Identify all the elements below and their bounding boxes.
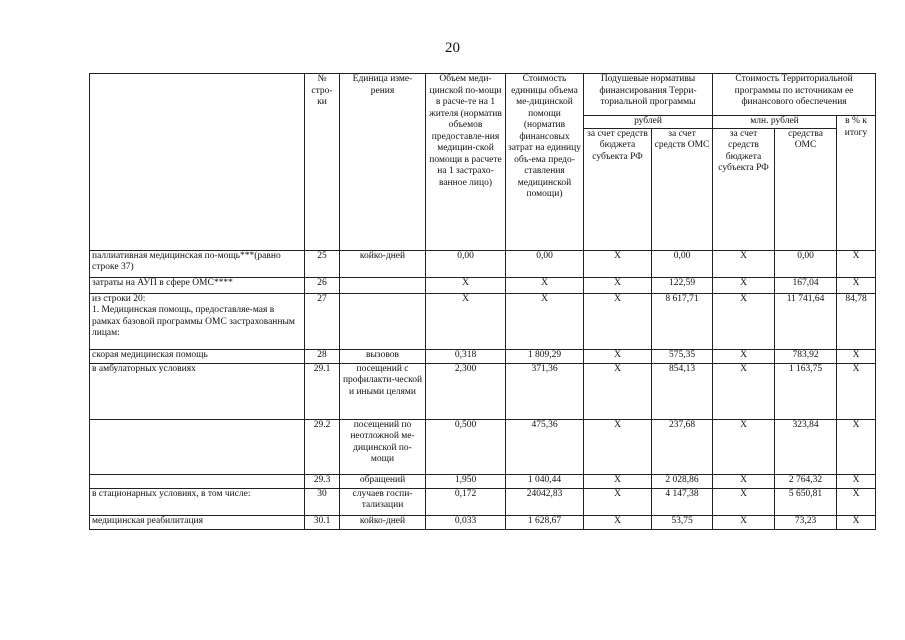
row-unit: посещений по неотложной ме-дицинской по-мощи	[340, 419, 426, 474]
row-pc-budget: X	[584, 515, 652, 529]
row-unit-cost: X	[506, 277, 584, 293]
row-percent: 84,78	[837, 293, 876, 349]
table-row	[90, 349, 876, 363]
row-unit: обращений	[340, 474, 426, 488]
row-pc-oms: 2 028,86	[652, 474, 713, 488]
row-cost-budget: X	[713, 363, 775, 419]
page-number: 20	[445, 40, 460, 56]
row-unit: вызовов	[340, 349, 426, 363]
row-unit-cost: 475,36	[506, 419, 584, 474]
row-pc-budget: X	[584, 419, 652, 474]
row-cost-oms: 783,92	[775, 349, 837, 363]
table-row	[90, 419, 876, 474]
header-program-cost: Стоимость Территориальной программы по источникам ее финансового обеспечения	[713, 74, 876, 116]
row-name	[90, 419, 305, 474]
row-pc-oms: 122,59	[652, 277, 713, 293]
row-unit-cost: 1 040,44	[506, 474, 584, 488]
row-cost-budget: X	[713, 349, 775, 363]
row-number: 25	[305, 250, 340, 277]
row-unit: койко-дней	[340, 250, 426, 277]
row-number: 27	[305, 293, 340, 349]
header-oms: за счет средств ОМС	[652, 128, 713, 250]
row-cost-budget: X	[713, 277, 775, 293]
row-pc-budget: X	[584, 488, 652, 515]
row-name: затраты на АУП в сфере ОМС****	[90, 277, 305, 293]
row-number: 29.1	[305, 363, 340, 419]
row-volume: 0,00	[426, 250, 506, 277]
financing-table	[89, 73, 876, 530]
header-budget-rf: за счет средств бюджета субъекта РФ	[584, 128, 652, 250]
row-pc-oms: 53,75	[652, 515, 713, 529]
header-volume: Объем меди-цинской по-мощи в расче-те на 1 жителя (норматив объемов предоставле-ния медицин-ской помощи в расчете на 1 застрахо-ванное лицо)	[426, 74, 506, 251]
row-pc-oms: 575,35	[652, 349, 713, 363]
row-pc-budget: X	[584, 293, 652, 349]
header-percent-total: в % к итогу	[837, 116, 876, 251]
header-row-number: № стро-ки	[305, 74, 340, 251]
row-name: из строки 20: 1. Медицинская помощь, предоставляе-мая в рамках базовой программы ОМС застрахованным лицам:	[90, 293, 305, 349]
row-pc-oms: 4 147,38	[652, 488, 713, 515]
row-unit-cost: 1 809,29	[506, 349, 584, 363]
row-number: 28	[305, 349, 340, 363]
row-unit	[340, 293, 426, 349]
row-unit	[340, 277, 426, 293]
row-cost-oms: 5 650,81	[775, 488, 837, 515]
row-pc-oms: 237,68	[652, 419, 713, 474]
row-cost-budget: X	[713, 488, 775, 515]
row-volume: X	[426, 277, 506, 293]
row-unit: посещений с профилакти-ческой и иными целями	[340, 363, 426, 419]
row-number: 30	[305, 488, 340, 515]
row-cost-oms: 2 764,32	[775, 474, 837, 488]
table-row	[90, 474, 876, 488]
row-cost-oms: 1 163,75	[775, 363, 837, 419]
header-unit-cost: Стоимость единицы объема ме-дицинской помощи (норматив финансовых затрат на единицу объ-ема предо-ставления медицинской помощи)	[506, 74, 584, 251]
row-number: 30.1	[305, 515, 340, 529]
row-pc-budget: X	[584, 250, 652, 277]
row-cost-budget: X	[713, 419, 775, 474]
row-percent: X	[837, 474, 876, 488]
row-cost-budget: X	[713, 293, 775, 349]
row-pc-oms: 0,00	[652, 250, 713, 277]
row-cost-budget: X	[713, 474, 775, 488]
header-unit: Единица изме-рения	[340, 74, 426, 251]
row-percent: X	[837, 419, 876, 474]
row-percent: X	[837, 488, 876, 515]
row-percent: X	[837, 250, 876, 277]
row-number: 29.3	[305, 474, 340, 488]
row-unit: койко-дней	[340, 515, 426, 529]
header-mln-rubles: млн. рублей	[713, 116, 837, 129]
row-volume: 0,500	[426, 419, 506, 474]
table-row	[90, 293, 876, 349]
row-unit-cost: 0,00	[506, 250, 584, 277]
row-volume: X	[426, 293, 506, 349]
table-row	[90, 488, 876, 515]
row-number: 26	[305, 277, 340, 293]
row-pc-oms: 8 617,71	[652, 293, 713, 349]
row-percent: X	[837, 277, 876, 293]
row-name: в амбулаторных условиях	[90, 363, 305, 419]
row-volume: 2,300	[426, 363, 506, 419]
row-pc-budget: X	[584, 277, 652, 293]
row-cost-oms: 323,84	[775, 419, 837, 474]
row-volume: 0,033	[426, 515, 506, 529]
row-pc-budget: X	[584, 363, 652, 419]
header-oms-cost: средства ОМС	[775, 128, 837, 250]
row-unit-cost: 371,36	[506, 363, 584, 419]
row-name: в стационарных условиях, в том числе:	[90, 488, 305, 515]
table-row	[90, 277, 876, 293]
row-pc-budget: X	[584, 474, 652, 488]
row-percent: X	[837, 515, 876, 529]
row-unit-cost: 24042,83	[506, 488, 584, 515]
table-row	[90, 363, 876, 419]
row-cost-budget: X	[713, 515, 775, 529]
row-volume: 1,950	[426, 474, 506, 488]
row-cost-oms: 73,23	[775, 515, 837, 529]
row-percent: X	[837, 363, 876, 419]
header-name-cell	[90, 74, 305, 251]
row-cost-budget: X	[713, 250, 775, 277]
row-volume: 0,318	[426, 349, 506, 363]
header-per-capita: Подушевые нормативы финансирования Терри-ториальной программы	[584, 74, 713, 116]
table-row	[90, 515, 876, 529]
row-cost-oms: 0,00	[775, 250, 837, 277]
row-percent: X	[837, 349, 876, 363]
row-number: 29.2	[305, 419, 340, 474]
row-name: медицинская реабилитация	[90, 515, 305, 529]
row-cost-oms: 11 741,64	[775, 293, 837, 349]
row-unit-cost: X	[506, 293, 584, 349]
row-cost-oms: 167,04	[775, 277, 837, 293]
row-name	[90, 474, 305, 488]
table-row	[90, 250, 876, 277]
row-name: паллиативная медицинская по-мощь***(равно строке 37)	[90, 250, 305, 277]
header-budget-rf-cost: за счет средств бюджета субъекта РФ	[713, 128, 775, 250]
row-pc-budget: X	[584, 349, 652, 363]
header-rubles: рублей	[584, 116, 713, 129]
row-pc-oms: 854,13	[652, 363, 713, 419]
row-name: скорая медицинская помощь	[90, 349, 305, 363]
row-unit: случаев госпи-тализации	[340, 488, 426, 515]
row-volume: 0,172	[426, 488, 506, 515]
row-unit-cost: 1 628,67	[506, 515, 584, 529]
